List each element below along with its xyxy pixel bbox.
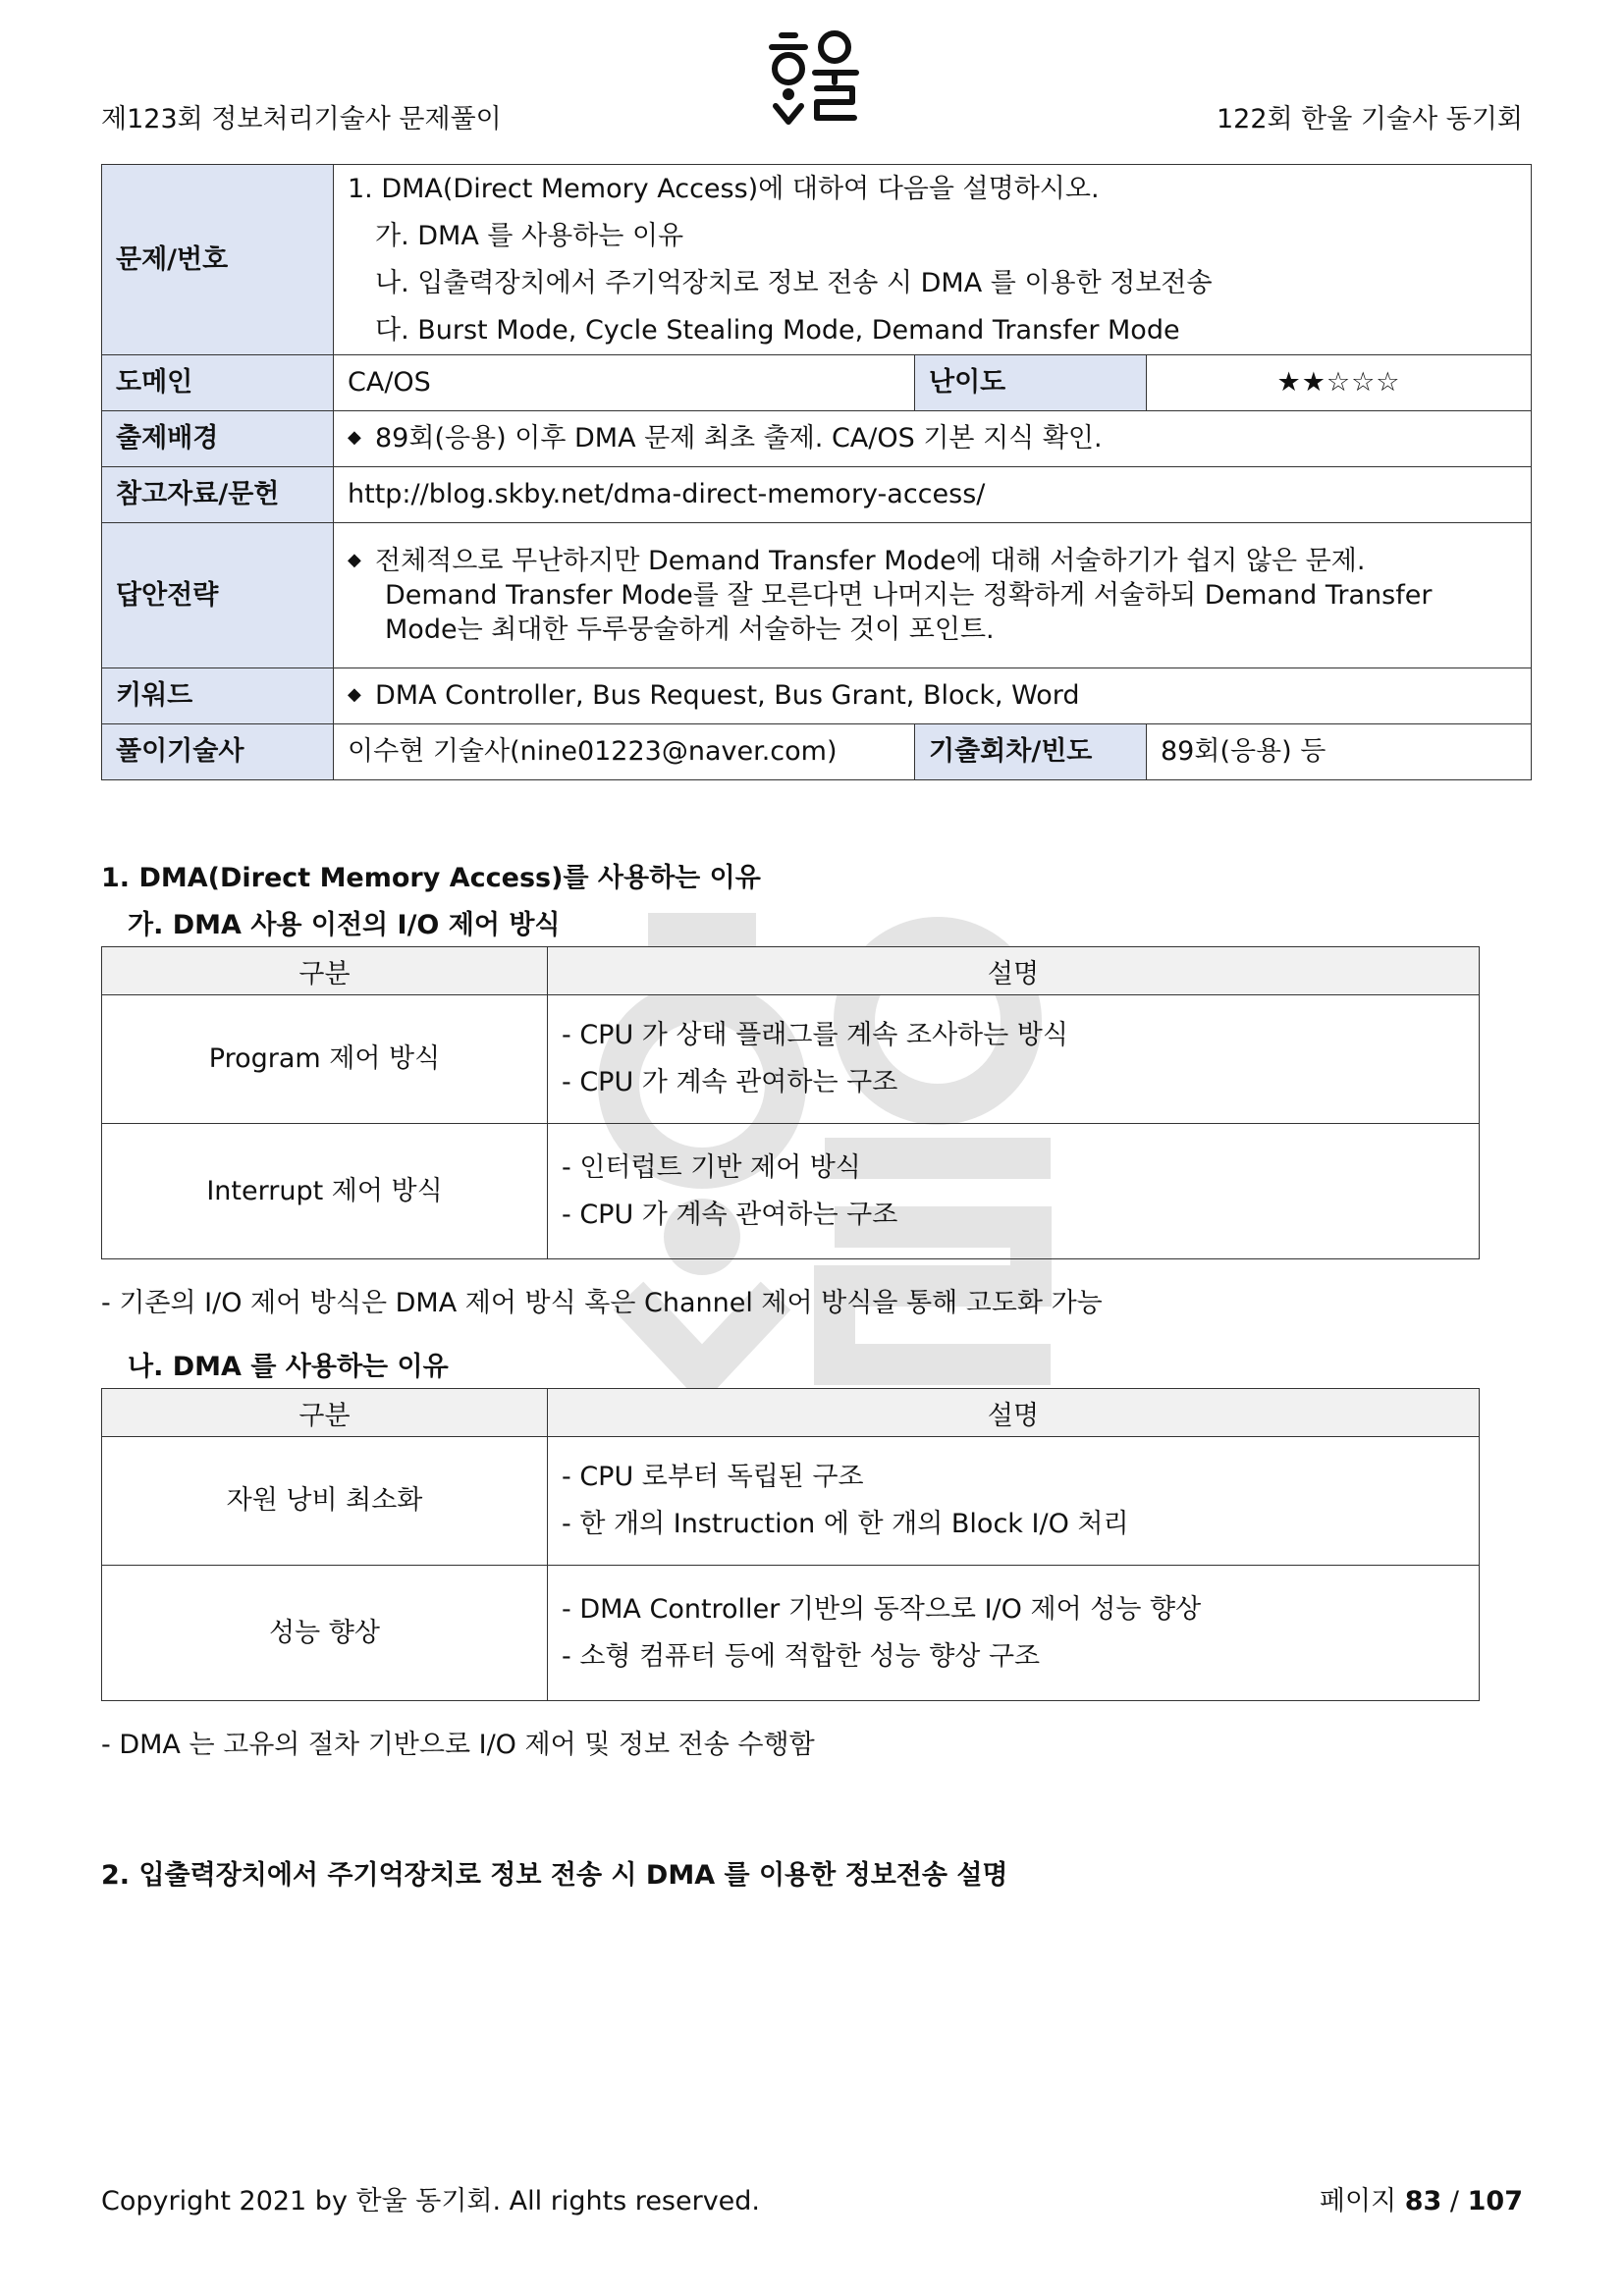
difficulty-stars: ★★☆☆☆ [1147, 355, 1532, 411]
page-total: 107 [1467, 2186, 1523, 2216]
footer-page-number [1320, 2179, 1523, 2217]
section1-sub-b-note: - DMA 는 고유의 절차 기반으로 I/O 제어 및 정보 전송 수행함 [101, 1730, 815, 1760]
info-row-reference [102, 467, 1532, 523]
question-info-table [101, 164, 1532, 780]
table-row [102, 1437, 1480, 1566]
keyword-value: DMA Controller, Bus Request, Bus Grant, Block, Word [375, 680, 1080, 712]
header-right-title: 122회 한울 기술사 동기회 [1216, 104, 1523, 134]
io-control-table [101, 946, 1480, 1259]
row-desc-line: - DMA Controller 기반의 동작으로 I/O 제어 성능 향상 [562, 1593, 1202, 1625]
row-category: Interrupt 제어 방식 [102, 1124, 548, 1259]
table-header-row [102, 947, 1480, 995]
col-desc-header: 설명 [548, 1389, 1480, 1437]
table-row [102, 1124, 1480, 1259]
row-desc-line: - 소형 컴퓨터 등에 적합한 성능 향상 구조 [562, 1640, 1041, 1672]
col-category-header: 구분 [102, 1389, 548, 1437]
section1-title: 1. DMA(Direct Memory Access)를 사용하는 이유 [101, 863, 761, 893]
row-desc-line: - 인터럽트 기반 제어 방식 [562, 1151, 861, 1183]
header-left-title: 제123회 정보처리기술사 문제풀이 [101, 104, 502, 134]
strategy-label: 답안전략 [102, 523, 334, 668]
col-desc-header: 설명 [548, 947, 1480, 995]
table-row [102, 995, 1480, 1124]
dma-reason-table [101, 1388, 1480, 1701]
domain-label: 도메인 [102, 355, 334, 411]
section1-sub-b-title: 나. DMA 를 사용하는 이유 [128, 1352, 449, 1382]
strategy-line: 전체적으로 무난하지만 Demand Transfer Mode에 대해 서술하기가 쉽지 않은 문제. [375, 545, 1366, 576]
domain-value: CA/OS [334, 355, 915, 411]
problem-content [334, 165, 1532, 355]
row-desc-line: - CPU 가 계속 관여하는 구조 [562, 1199, 898, 1230]
background-label: 출제배경 [102, 411, 334, 467]
row-desc-line: - CPU 로부터 독립된 구조 [562, 1462, 864, 1492]
strategy-line: Demand Transfer Mode를 잘 모른다면 나머지는 정확하게 서술하되 Demand Transfer [385, 579, 1433, 611]
question-line: 1. DMA(Direct Memory Access)에 대하여 다음을 설명하시오. [348, 173, 1100, 204]
diamond-bullet-icon: ◆ [348, 549, 361, 570]
table-header-row [102, 1389, 1480, 1437]
author-value: 이수현 기술사(nine01223@naver.com) [334, 724, 915, 780]
reference-label: 참고자료/문헌 [102, 467, 334, 523]
info-row-author [102, 724, 1532, 780]
frequency-label: 기출회차/빈도 [915, 724, 1147, 780]
row-category: Program 제어 방식 [102, 995, 548, 1124]
row-category: 자원 낭비 최소화 [102, 1437, 548, 1566]
info-row-problem [102, 165, 1532, 355]
question-line: 다. Burst Mode, Cycle Stealing Mode, Demand Transfer Mode [375, 314, 1180, 346]
info-row-background [102, 411, 1532, 467]
row-desc-line: - 한 개의 Instruction 에 한 개의 Block I/O 처리 [562, 1509, 1129, 1539]
footer-copyright: Copyright 2021 by 한울 동기회. All rights reserved. [101, 2186, 761, 2216]
page-prefix: 페이지 [1319, 2186, 1397, 2216]
question-line: 가. DMA 를 사용하는 이유 [375, 220, 684, 251]
row-desc-line: - CPU 가 상태 플래그를 계속 조사하는 방식 [562, 1020, 1068, 1050]
col-category-header: 구분 [102, 947, 548, 995]
diamond-bullet-icon: ◆ [348, 427, 361, 449]
author-label: 풀이기술사 [102, 724, 334, 780]
info-row-strategy [102, 523, 1532, 668]
strategy-line: Mode는 최대한 두루뭉술하게 서술하는 것이 포인트. [385, 614, 995, 646]
difficulty-label: 난이도 [915, 355, 1147, 411]
row-category: 성능 향상 [102, 1566, 548, 1701]
section1-sub-a-title: 가. DMA 사용 이전의 I/O 제어 방식 [128, 910, 561, 940]
reference-link[interactable]: http://blog.skby.net/dma-direct-memory-access/ [334, 467, 1532, 523]
section1-sub-a-note: - 기존의 I/O 제어 방식은 DMA 제어 방식 혹은 Channel 제어 방식을 통해 고도화 가능 [101, 1288, 1103, 1318]
section2-title: 2. 입출력장치에서 주기억장치로 정보 전송 시 DMA 를 이용한 정보전송 설명 [101, 1860, 1008, 1891]
info-row-domain [102, 355, 1532, 411]
page-separator: / [1449, 2186, 1460, 2216]
table-row [102, 1566, 1480, 1701]
frequency-value: 89회(응용) 등 [1147, 724, 1532, 780]
problem-label: 문제/번호 [102, 165, 334, 355]
keyword-label: 키워드 [102, 668, 334, 724]
background-value: 89회(응용) 이후 DMA 문제 최초 출제. CA/OS 기본 지식 확인. [375, 423, 1103, 454]
page-current: 83 [1404, 2186, 1442, 2216]
diamond-bullet-icon: ◆ [348, 684, 361, 706]
row-desc-line: - CPU 가 계속 관여하는 구조 [562, 1067, 898, 1097]
info-row-keywords [102, 668, 1532, 724]
hanul-logo-icon [766, 27, 864, 131]
question-line: 나. 입출력장치에서 주기억장치로 정보 전송 시 DMA 를 이용한 정보전송 [375, 267, 1213, 298]
